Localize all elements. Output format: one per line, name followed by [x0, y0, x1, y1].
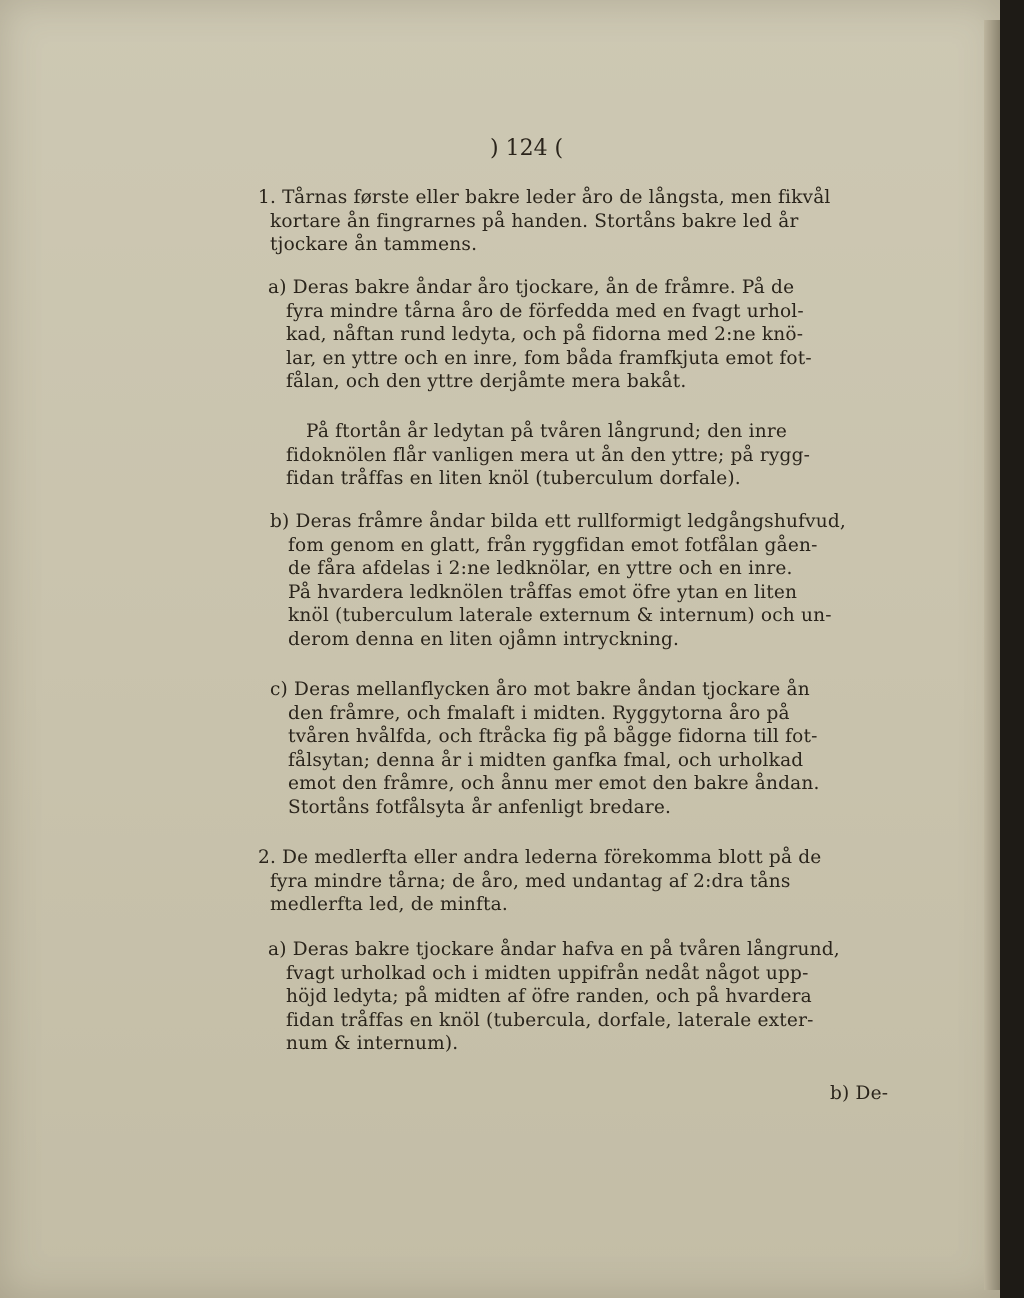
text-line: b) Deras fråmre åndar bilda ett rullformigt ledgångshufvud,	[270, 511, 847, 532]
text-line: fidan tråffas en liten knöl (tuberculum dorfale).	[286, 468, 741, 489]
text-line: fålsytan; denna år i midten ganfka fmal, och urholkad	[288, 749, 804, 771]
text-line: 1. Tårnas første eller bakre leder åro de långsta, men fikvål	[258, 187, 831, 208]
text-line: fyra mindre tårna åro de förfedda med en fvagt urhol-	[286, 300, 804, 322]
text-line: a) Deras bakre tjockare åndar hafva en på tvåren långrund,	[268, 939, 840, 960]
text-line: fom genom en glatt, från ryggfidan emot fotfålan gåen-	[288, 534, 818, 556]
text-line: knöl (tuberculum laterale externum & internum) och un-	[288, 605, 832, 626]
scan-background	[1000, 0, 1024, 1298]
section-1c	[270, 678, 820, 819]
text-line: de fåra afdelas i 2:ne ledknölar, en yttre och en inre.	[288, 558, 793, 579]
text-line: fvagt urholkad och i midten uppifrån nedåt något upp-	[286, 962, 809, 984]
section-1a-paragraph-2	[286, 420, 810, 491]
section-2	[258, 846, 821, 917]
text-line: kad, nåftan rund ledyta, och på fidorna med 2:ne knö-	[286, 324, 804, 345]
text-line: På hvardera ledknölen tråffas emot öfre ytan en liten	[288, 581, 798, 603]
text-line: fidan tråffas en knöl (tubercula, dorfale, laterale exter-	[286, 1009, 814, 1031]
text-line: 2. De medlerfta eller andra lederna förekomma blott på de	[258, 847, 822, 868]
page-number: ) 124 (	[490, 136, 564, 161]
page-edge	[984, 20, 1000, 1290]
text-line: emot den fråmre, och ånnu mer emot den bakre åndan.	[288, 773, 820, 794]
text-line: tjockare ån tammens.	[270, 234, 478, 255]
text-line: fålan, och den yttre derjåmte mera bakåt.	[286, 371, 687, 392]
text-line: fyra mindre tårna; de åro, med undantag af 2:dra tåns	[270, 870, 791, 892]
text-line: På ftortån år ledytan på tvåren långrund; den inre	[306, 421, 788, 442]
text-line: tvåren hvålfda, och ftråcka fig på bågge fidorna till fot-	[288, 726, 818, 747]
text-line: derom denna en liten ojåmn intryckning.	[288, 628, 680, 650]
text-line: höjd ledyta; på midten af öfre randen, och på hvardera	[286, 986, 812, 1007]
text-line: medlerfta led, de minfta.	[270, 894, 508, 915]
section-1b	[270, 510, 846, 651]
catchword: b) De-	[830, 1083, 889, 1104]
text-line: Stortåns fotfålsyta år anfenligt bredare.	[288, 796, 672, 818]
text-line: a) Deras bakre åndar åro tjockare, ån de fråmre. På de	[268, 277, 795, 298]
text-line: c) Deras mellanflycken åro mot bakre åndan tjockare ån	[270, 679, 810, 700]
text-line: den fråmre, och fmalaft i midten. Ryggytorna åro på	[288, 702, 790, 724]
text-line: fidoknölen flår vanligen mera ut ån den yttre; på rygg-	[286, 444, 811, 466]
section-1	[258, 186, 831, 257]
section-1a	[268, 276, 812, 394]
text-line: kortare ån fingrarnes på handen. Stortåns bakre led år	[270, 210, 799, 232]
section-2a	[268, 938, 840, 1056]
text-line: lar, en yttre och en inre, fom båda framfkjuta emot fot-	[286, 347, 812, 369]
text-line: num & internum).	[286, 1033, 459, 1054]
